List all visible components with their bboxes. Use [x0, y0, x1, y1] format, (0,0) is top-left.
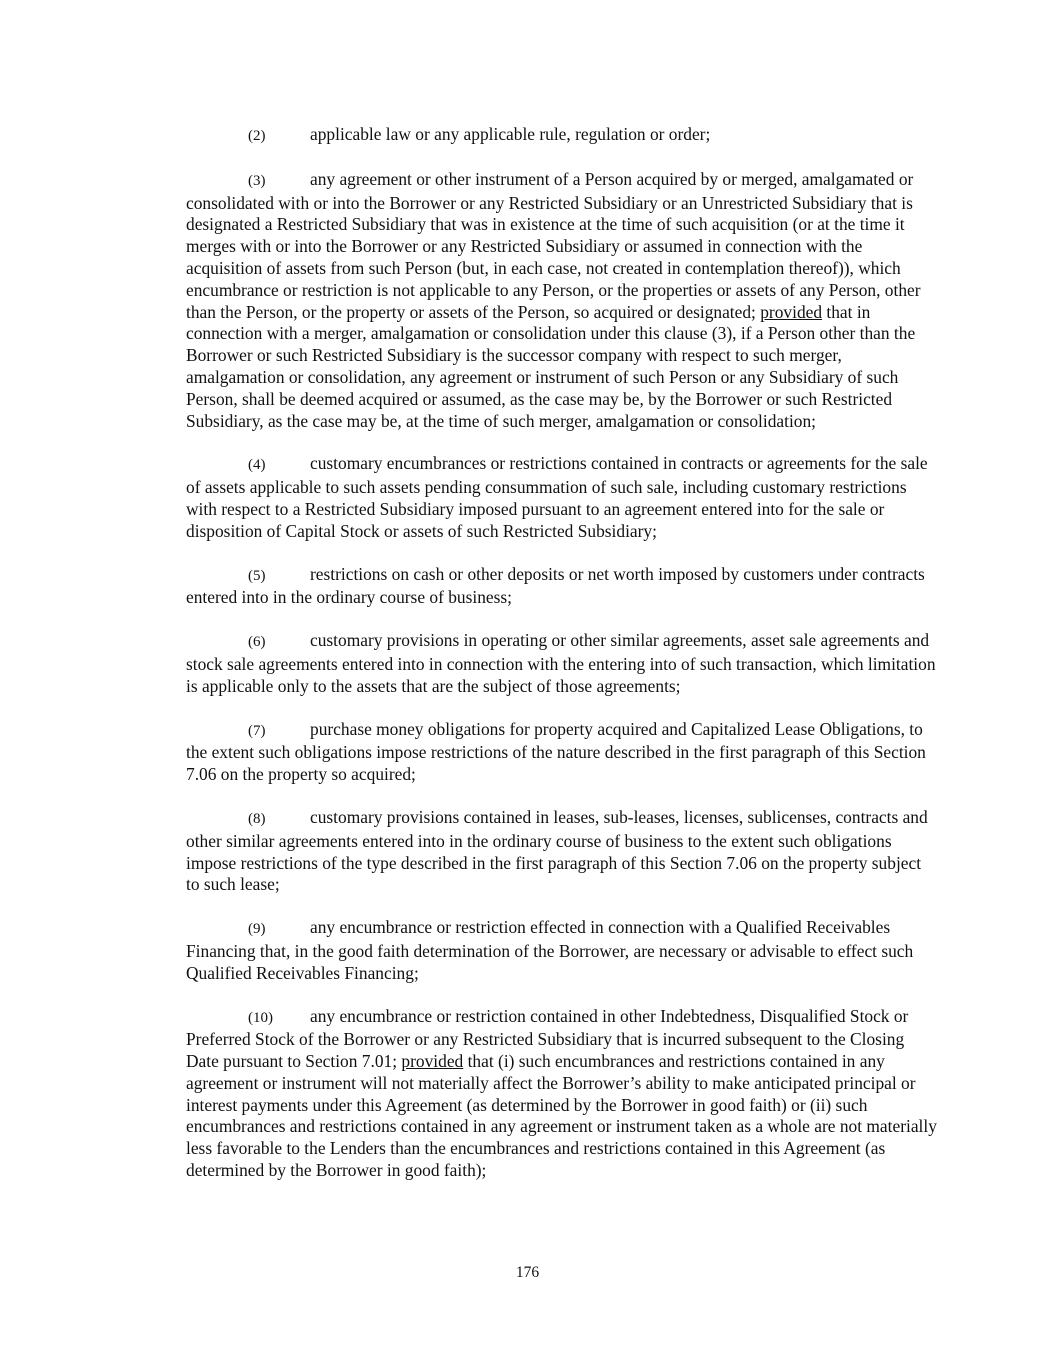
clause-text: customary provisions contained in leases, sub-leases, licenses, sublicenses, contracts and other similar agreements entered into in the ordinary course of business to the extent such obligations impose restrictions of the type described in the first paragraph of this Section 7.06 on the property subject to such lease;: [186, 806, 928, 895]
clause-number: (6): [248, 634, 266, 651]
clause-text: any encumbrance or restriction contained in other Indebtedness, Disqualified Stock or Preferred Stock of the Borrower or any Restricted Subsidiary that is incurred subsequent to the Closing Date pursuant to Section 7.01;: [186, 1005, 909, 1072]
clause-9: [186, 917, 938, 984]
clause-8: [186, 807, 938, 896]
clause-number: (9): [248, 921, 266, 938]
clause-10: [186, 1006, 938, 1182]
clause-6: [186, 630, 938, 697]
clause-number: (8): [248, 810, 266, 827]
provided-underlined: provided: [401, 1051, 464, 1072]
clause-number: (2): [248, 128, 266, 144]
clause-text: customary provisions in operating or other similar agreements, asset sale agreements and stock sale agreements entered into in connection with the entering into of such transaction, which limitation is applicable only to the assets that are the subject of those agreements;: [186, 630, 936, 696]
clause-number: (10): [248, 1009, 273, 1026]
clause-text: any agreement or other instrument of a Person acquired by or merged, amalgamated or consolidated with or into the Borrower or any Restricted Subsidiary or an Unrestricted Subsidiary that is designated a Restricted Subsidiary that was in existence at the time of such acquisition (or at the time it merges with or into the Borrower or any Restricted Subsidiary or assumed in connection with the acquisition of assets from such Person (but, in each case, not created in contemplation thereof)), which encumbrance or restriction is not applicable to any Person, or the properties or assets of any Person, other than the Person, or the property or assets of the Person, so acquired or designated;: [186, 168, 921, 322]
clause-text: any encumbrance or restriction effected in connection with a Qualified Receivables Financing that, in the good faith determination of the Borrower, are necessary or advisable to effect such Qualified Receivables Financing;: [186, 917, 914, 983]
clause-2: [186, 124, 938, 148]
page-number: 176: [515, 1264, 540, 1281]
clause-number: (4): [248, 457, 266, 474]
clause-5: [186, 564, 938, 610]
clause-7: [186, 719, 938, 786]
clause-text-continued: that (i) such encumbrances and restrictions contained in any agreement or instrument will not materially affect the Borrower’s ability to make anticipated principal or interest payments under this Agreement (as determined by the Borrower in good faith) or (ii) such encumbrances and restrictions contained in any agreement or instrument taken as a whole are not materially less favorable to the Lenders than the encumbrances and restrictions contained in this Agreement (as determined by the Borrower in good faith);: [186, 1051, 937, 1181]
clause-text: applicable law or any applicable rule, regulation or order;: [310, 124, 711, 144]
clause-text-continued: that in connection with a merger, amalgamation or consolidation under this clause (3), if a Person other than the Borrower or such Restricted Subsidiary is the successor company with respect to such merger, amalgamation or consolidation, any agreement or instrument of such Person or any Subsidiary of such Person, shall be deemed acquired or assumed, as the case may be, by the Borrower or such Restricted Subsidiary, as the case may be, at the time of such merger, amalgamation or consolidation;: [186, 301, 916, 431]
page-body: [186, 124, 938, 1203]
clause-number: (7): [248, 722, 266, 739]
provided-underlined: provided: [760, 301, 823, 322]
clause-3: [186, 169, 938, 433]
clause-4: [186, 453, 938, 542]
clause-text: restrictions on cash or other deposits or net worth imposed by customers under contracts entered into in the ordinary course of business;: [186, 563, 925, 608]
clause-text: customary encumbrances or restrictions contained in contracts or agreements for the sale of assets applicable to such assets pending consummation of such sale, including customary restrictions with respect to a Restricted Subsidiary imposed pursuant to an agreement entered into for the sale or disposition of Capital Stock or assets of such Restricted Subsidiary;: [186, 453, 928, 541]
clause-text: purchase money obligations for property acquired and Capitalized Lease Obligations, to the extent such obligations impose restrictions of the nature described in the first paragraph of this Section 7.06 on the property so acquired;: [186, 718, 926, 785]
clause-number: (3): [248, 172, 266, 189]
clause-number: (5): [248, 567, 266, 584]
